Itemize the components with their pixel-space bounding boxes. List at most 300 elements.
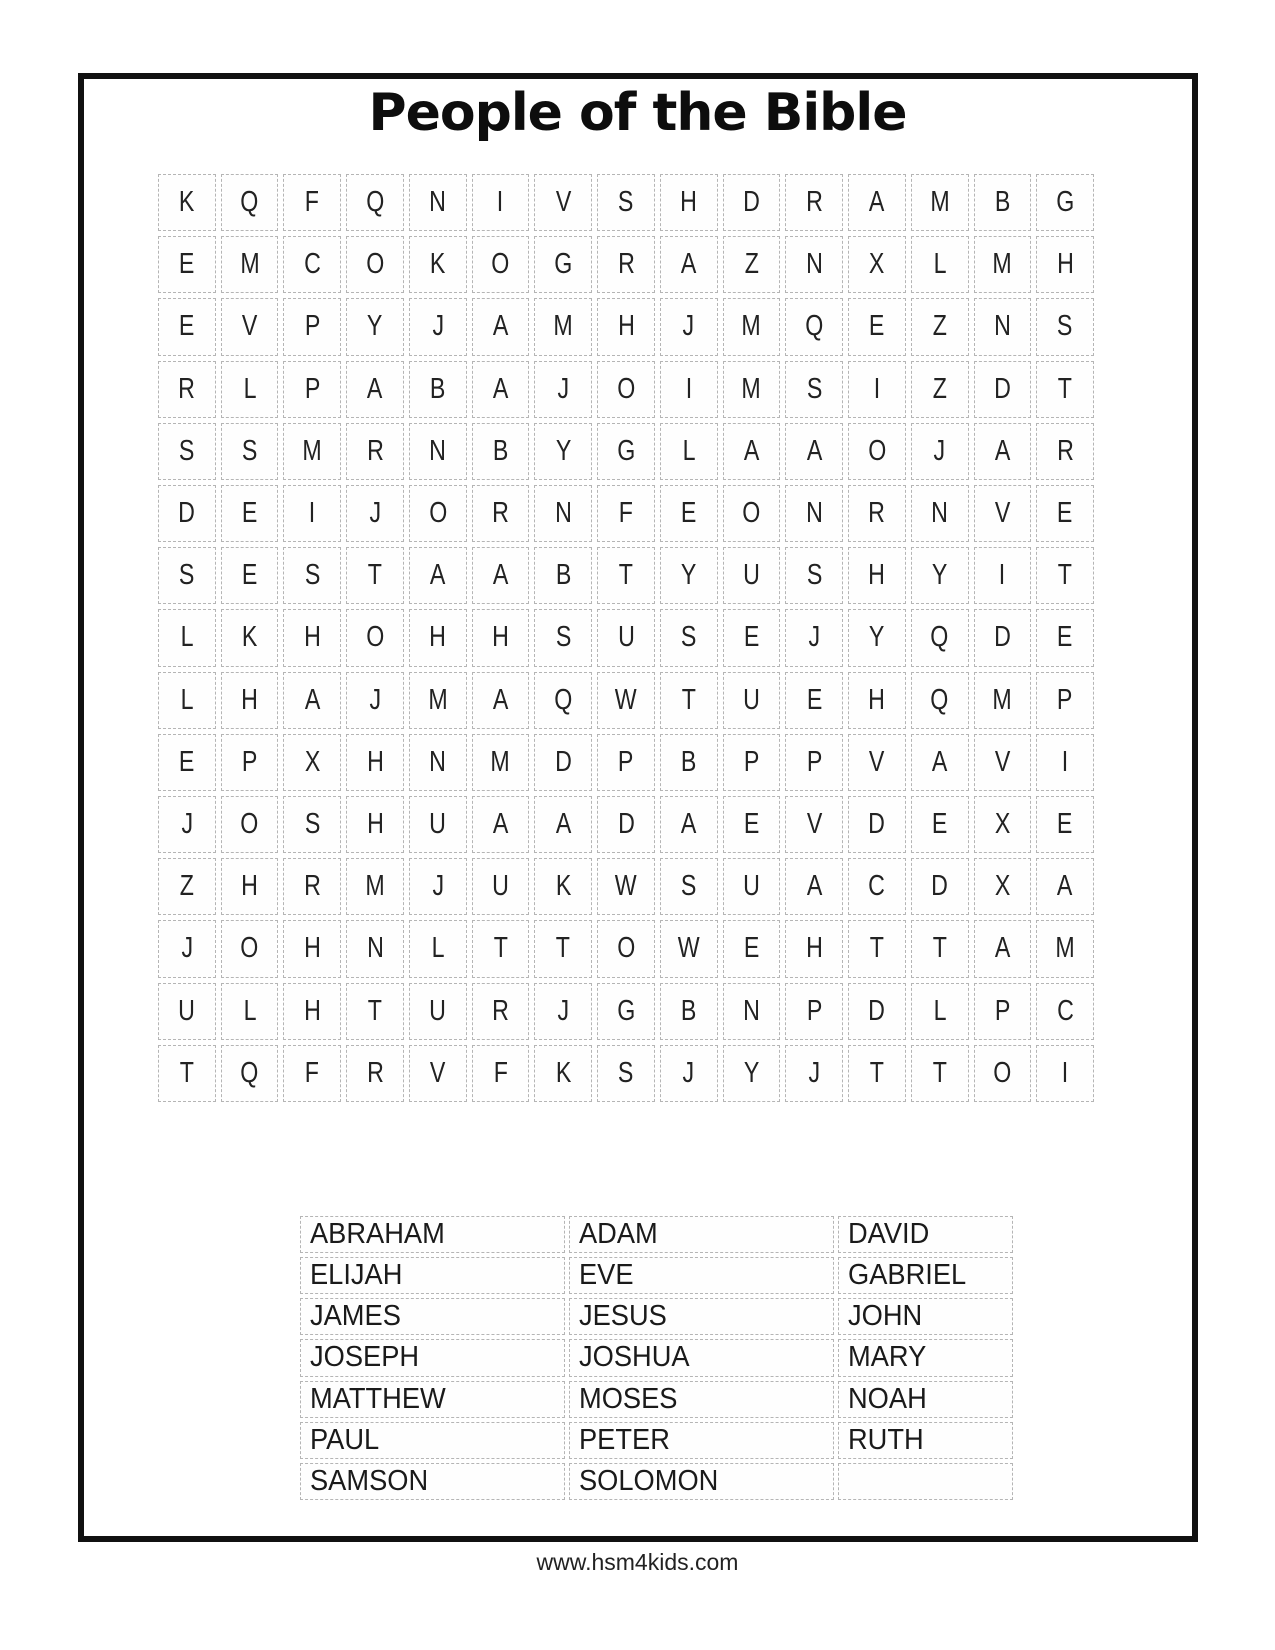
grid-letter: E	[1057, 497, 1073, 530]
grid-cell-r3-c6	[472, 298, 530, 355]
grid-cell-r2-c13	[911, 236, 969, 293]
grid-cell-r6-c11	[785, 485, 843, 542]
grid-cell-r14-c5	[409, 983, 467, 1040]
grid-letter: R	[492, 497, 509, 530]
word-item-matthew	[300, 1381, 565, 1418]
grid-letter: D	[994, 372, 1011, 405]
grid-cell-r15-c3	[283, 1045, 341, 1102]
grid-cell-r7-c12	[848, 547, 906, 604]
grid-cell-r4-c8	[597, 361, 655, 418]
grid-cell-r6-c6	[472, 485, 530, 542]
grid-letter: O	[240, 808, 259, 841]
grid-cell-r9-c9	[660, 672, 718, 729]
word-label: MOSES	[579, 1382, 678, 1415]
grid-cell-r13-c6	[472, 920, 530, 977]
grid-letter: Q	[930, 621, 949, 654]
word-item-noah	[838, 1381, 1013, 1418]
grid-letter: Z	[744, 248, 759, 281]
grid-letter: H	[868, 559, 886, 592]
grid-letter: S	[680, 621, 697, 654]
grid-letter: I	[1061, 745, 1069, 778]
grid-letter: Y	[743, 1056, 760, 1089]
grid-cell-r4-c10	[723, 361, 781, 418]
grid-letter: U	[429, 994, 447, 1027]
grid-letter: E	[743, 621, 760, 654]
grid-cell-r2-c12	[848, 236, 906, 293]
grid-letter: V	[241, 310, 258, 343]
grid-letter: E	[931, 808, 948, 841]
grid-letter: M	[365, 870, 385, 903]
grid-cell-r10-c7	[534, 734, 592, 791]
word-label: NOAH	[848, 1382, 927, 1415]
word-item-paul	[300, 1422, 565, 1459]
grid-cell-r10-c13	[911, 734, 969, 791]
grid-cell-r15-c13	[911, 1045, 969, 1102]
grid-letter: M	[428, 683, 448, 716]
grid-cell-r10-c4	[346, 734, 404, 791]
grid-cell-r12-c15	[1036, 858, 1094, 915]
grid-cell-r4-c2	[221, 361, 279, 418]
grid-letter: D	[994, 621, 1011, 654]
grid-cell-r12-c1	[158, 858, 216, 915]
grid-cell-r1-c12	[848, 174, 906, 231]
grid-cell-r6-c1	[158, 485, 216, 542]
grid-letter: M	[992, 683, 1013, 716]
grid-letter: U	[178, 994, 196, 1027]
grid-cell-r5-c13	[911, 423, 969, 480]
grid-cell-r12-c9	[660, 858, 718, 915]
grid-letter: V	[994, 745, 1011, 778]
grid-letter: E	[680, 497, 697, 530]
grid-cell-r13-c14	[974, 920, 1032, 977]
grid-cell-r8-c12	[848, 609, 906, 666]
word-label: JOSEPH	[310, 1341, 420, 1374]
grid-cell-r9-c6	[472, 672, 530, 729]
grid-letter: D	[554, 745, 572, 778]
grid-cell-r12-c11	[785, 858, 843, 915]
word-label: JOSHUA	[579, 1341, 690, 1374]
grid-letter: O	[616, 932, 636, 965]
grid-cell-r5-c10	[723, 423, 781, 480]
grid-cell-r3-c7	[534, 298, 592, 355]
grid-cell-r6-c8	[597, 485, 655, 542]
grid-letter: F	[305, 1056, 320, 1089]
grid-cell-r10-c8	[597, 734, 655, 791]
grid-letter: T	[932, 932, 947, 965]
grid-cell-r1-c2	[221, 174, 279, 231]
word-item-eve	[569, 1257, 834, 1294]
grid-letter: O	[366, 621, 385, 654]
grid-letter: M	[929, 186, 950, 219]
grid-cell-r14-c10	[723, 983, 781, 1040]
grid-cell-r3-c10	[723, 298, 781, 355]
grid-cell-r3-c13	[911, 298, 969, 355]
word-search-grid	[158, 174, 1094, 1102]
grid-cell-r5-c15	[1036, 423, 1094, 480]
grid-letter: J	[431, 870, 444, 903]
grid-cell-r14-c6	[472, 983, 530, 1040]
grid-letter: A	[994, 434, 1011, 467]
grid-cell-r6-c5	[409, 485, 467, 542]
grid-cell-r13-c7	[534, 920, 592, 977]
word-label: JESUS	[579, 1300, 667, 1333]
grid-cell-r7-c15	[1036, 547, 1094, 604]
word-label: SAMSON	[310, 1464, 429, 1497]
grid-cell-r11-c7	[534, 796, 592, 853]
grid-letter: H	[1056, 248, 1074, 281]
grid-cell-r15-c6	[472, 1045, 530, 1102]
grid-letter: E	[179, 745, 195, 778]
grid-letter: H	[241, 683, 258, 716]
grid-letter: B	[680, 745, 697, 778]
grid-cell-r1-c13	[911, 174, 969, 231]
grid-cell-r4-c15	[1036, 361, 1094, 418]
grid-letter: S	[179, 559, 195, 592]
grid-letter: C	[868, 870, 886, 903]
grid-cell-r12-c2	[221, 858, 279, 915]
grid-letter: Z	[932, 310, 947, 343]
grid-cell-r5-c6	[472, 423, 530, 480]
grid-letter: M	[992, 248, 1013, 281]
grid-letter: M	[741, 372, 762, 405]
grid-cell-r9-c3	[283, 672, 341, 729]
grid-letter: T	[681, 683, 696, 716]
grid-letter: L	[180, 621, 194, 654]
grid-letter: O	[428, 497, 447, 530]
word-list	[300, 1216, 1013, 1500]
grid-cell-r7-c11	[785, 547, 843, 604]
grid-cell-r2-c7	[534, 236, 592, 293]
grid-letter: T	[1058, 372, 1073, 405]
grid-cell-r14-c13	[911, 983, 969, 1040]
grid-letter: Y	[680, 559, 697, 592]
grid-cell-r15-c11	[785, 1045, 843, 1102]
grid-cell-r7-c10	[723, 547, 781, 604]
grid-cell-r6-c9	[660, 485, 718, 542]
grid-letter: S	[179, 434, 195, 467]
grid-cell-r10-c3	[283, 734, 341, 791]
grid-cell-r6-c10	[723, 485, 781, 542]
grid-cell-r13-c11	[785, 920, 843, 977]
grid-letter: T	[367, 559, 383, 592]
grid-letter: E	[743, 932, 760, 965]
grid-cell-r12-c12	[848, 858, 906, 915]
grid-letter: V	[430, 1056, 446, 1089]
grid-cell-r1-c7	[534, 174, 592, 231]
grid-letter: L	[933, 994, 947, 1027]
grid-cell-r13-c8	[597, 920, 655, 977]
grid-cell-r1-c5	[409, 174, 467, 231]
page-title: People of the Bible	[368, 83, 907, 143]
grid-cell-r1-c8	[597, 174, 655, 231]
grid-letter: R	[366, 1056, 384, 1089]
word-item-elijah	[300, 1257, 565, 1294]
grid-letter: N	[805, 248, 823, 281]
grid-cell-r1-c10	[723, 174, 781, 231]
grid-cell-r5-c2	[221, 423, 279, 480]
word-item-peter	[569, 1422, 834, 1459]
grid-letter: S	[1057, 310, 1073, 343]
grid-cell-r1-c1	[158, 174, 216, 231]
grid-cell-r4-c4	[346, 361, 404, 418]
grid-letter: M	[1055, 932, 1075, 965]
grid-cell-r13-c9	[660, 920, 718, 977]
grid-letter: X	[994, 808, 1011, 841]
grid-cell-r12-c3	[283, 858, 341, 915]
grid-letter: J	[557, 372, 570, 405]
grid-cell-r2-c3	[283, 236, 341, 293]
grid-cell-r8-c2	[221, 609, 279, 666]
grid-cell-r2-c15	[1036, 236, 1094, 293]
grid-letter: L	[682, 434, 696, 467]
grid-cell-r14-c15	[1036, 983, 1094, 1040]
grid-letter: T	[367, 994, 383, 1027]
grid-letter: W	[615, 683, 637, 716]
word-item-jesus	[569, 1298, 834, 1335]
grid-cell-r6-c4	[346, 485, 404, 542]
grid-letter: F	[305, 186, 320, 219]
word-item-joshua	[569, 1339, 834, 1376]
grid-letter: D	[868, 808, 886, 841]
website-url: www.hsm4kids.com	[536, 1549, 739, 1575]
grid-cell-r5-c4	[346, 423, 404, 480]
grid-letter: A	[492, 310, 509, 343]
grid-letter: S	[618, 1056, 634, 1089]
grid-letter: T	[1058, 559, 1073, 592]
grid-letter: E	[1057, 808, 1073, 841]
grid-cell-r2-c14	[974, 236, 1032, 293]
grid-letter: X	[304, 745, 321, 778]
grid-cell-r2-c8	[597, 236, 655, 293]
grid-letter: M	[553, 310, 573, 343]
grid-letter: A	[994, 932, 1011, 965]
grid-letter: O	[993, 1056, 1012, 1089]
grid-cell-r1-c15	[1036, 174, 1094, 231]
grid-cell-r8-c4	[346, 609, 404, 666]
grid-cell-r8-c1	[158, 609, 216, 666]
grid-cell-r5-c9	[660, 423, 718, 480]
grid-letter: T	[932, 1056, 947, 1089]
grid-letter: K	[179, 186, 195, 219]
grid-letter: A	[430, 559, 446, 592]
grid-letter: B	[555, 559, 571, 592]
grid-letter: A	[492, 808, 509, 841]
grid-letter: K	[555, 1056, 571, 1089]
grid-cell-r11-c12	[848, 796, 906, 853]
grid-cell-r13-c4	[346, 920, 404, 977]
grid-letter: O	[491, 248, 510, 281]
grid-letter: F	[493, 1056, 508, 1089]
grid-letter: Q	[805, 310, 824, 343]
grid-cell-r3-c9	[660, 298, 718, 355]
grid-cell-r4-c14	[974, 361, 1032, 418]
grid-cell-r10-c10	[723, 734, 781, 791]
grid-cell-r5-c5	[409, 423, 467, 480]
word-label: DAVID	[848, 1218, 930, 1251]
grid-letter: D	[743, 186, 760, 219]
grid-cell-r8-c10	[723, 609, 781, 666]
grid-letter: V	[806, 808, 822, 841]
grid-cell-r7-c9	[660, 547, 718, 604]
grid-cell-r5-c8	[597, 423, 655, 480]
grid-cell-r6-c12	[848, 485, 906, 542]
grid-cell-r15-c9	[660, 1045, 718, 1102]
grid-cell-r12-c7	[534, 858, 592, 915]
grid-letter: M	[741, 310, 762, 343]
grid-cell-r8-c7	[534, 609, 592, 666]
grid-letter: H	[868, 683, 886, 716]
grid-cell-r9-c8	[597, 672, 655, 729]
grid-letter: Q	[366, 186, 385, 219]
grid-cell-r7-c6	[472, 547, 530, 604]
grid-cell-r5-c14	[974, 423, 1032, 480]
grid-cell-r2-c10	[723, 236, 781, 293]
grid-letter: R	[178, 372, 196, 405]
grid-cell-r2-c5	[409, 236, 467, 293]
grid-letter: P	[806, 994, 822, 1027]
grid-letter: Q	[240, 186, 259, 219]
grid-cell-r1-c4	[346, 174, 404, 231]
grid-letter: Z	[179, 870, 194, 903]
grid-cell-r10-c14	[974, 734, 1032, 791]
grid-letter: Z	[932, 372, 947, 405]
grid-cell-r9-c11	[785, 672, 843, 729]
grid-cell-r12-c4	[346, 858, 404, 915]
grid-cell-r15-c7	[534, 1045, 592, 1102]
grid-cell-r2-c2	[221, 236, 279, 293]
grid-cell-r10-c12	[848, 734, 906, 791]
grid-letter: R	[868, 497, 886, 530]
grid-cell-r1-c6	[472, 174, 530, 231]
grid-letter: E	[806, 683, 822, 716]
grid-cell-r11-c6	[472, 796, 530, 853]
grid-letter: K	[241, 621, 258, 654]
grid-letter: Y	[367, 310, 383, 343]
grid-letter: N	[994, 310, 1011, 343]
grid-letter: P	[743, 745, 760, 778]
grid-cell-r8-c3	[283, 609, 341, 666]
grid-letter: B	[680, 994, 697, 1027]
grid-cell-r12-c6	[472, 858, 530, 915]
grid-letter: V	[555, 186, 571, 219]
grid-letter: U	[743, 683, 760, 716]
grid-letter: J	[181, 808, 193, 841]
grid-letter: J	[682, 310, 695, 343]
grid-letter: H	[366, 808, 384, 841]
grid-letter: E	[241, 497, 258, 530]
grid-letter: G	[554, 248, 573, 281]
grid-cell-r9-c7	[534, 672, 592, 729]
grid-letter: H	[492, 621, 509, 654]
grid-letter: N	[429, 434, 447, 467]
grid-cell-r14-c7	[534, 983, 592, 1040]
grid-letter: P	[241, 745, 258, 778]
word-label: PETER	[579, 1423, 670, 1456]
grid-cell-r4-c7	[534, 361, 592, 418]
grid-letter: D	[617, 808, 635, 841]
grid-letter: J	[431, 310, 444, 343]
grid-letter: A	[743, 434, 760, 467]
grid-cell-r7-c8	[597, 547, 655, 604]
grid-letter: A	[1057, 870, 1073, 903]
grid-cell-r3-c2	[221, 298, 279, 355]
grid-cell-r15-c4	[346, 1045, 404, 1102]
grid-cell-r13-c2	[221, 920, 279, 977]
grid-cell-r3-c5	[409, 298, 467, 355]
grid-cell-r11-c3	[283, 796, 341, 853]
grid-letter: N	[743, 994, 760, 1027]
grid-cell-r10-c2	[221, 734, 279, 791]
grid-cell-r11-c8	[597, 796, 655, 853]
grid-letter: T	[618, 559, 634, 592]
grid-cell-r13-c12	[848, 920, 906, 977]
grid-letter: H	[303, 932, 321, 965]
grid-letter: L	[431, 932, 445, 965]
grid-cell-r6-c14	[974, 485, 1032, 542]
grid-letter: A	[680, 248, 697, 281]
grid-cell-r11-c15	[1036, 796, 1094, 853]
grid-cell-r7-c14	[974, 547, 1032, 604]
grid-cell-r7-c7	[534, 547, 592, 604]
grid-letter: A	[869, 186, 885, 219]
grid-cell-r10-c9	[660, 734, 718, 791]
grid-letter: V	[869, 745, 885, 778]
grid-letter: M	[239, 248, 260, 281]
grid-letter: B	[994, 186, 1011, 219]
grid-letter: D	[868, 994, 886, 1027]
word-label: PAUL	[310, 1423, 380, 1456]
grid-cell-r13-c13	[911, 920, 969, 977]
grid-letter: E	[179, 248, 195, 281]
grid-letter: O	[366, 248, 385, 281]
word-item-adam	[569, 1216, 834, 1253]
grid-letter: R	[805, 186, 823, 219]
grid-cell-r3-c1	[158, 298, 216, 355]
grid-cell-r4-c6	[472, 361, 530, 418]
grid-cell-r14-c14	[974, 983, 1032, 1040]
grid-cell-r9-c14	[974, 672, 1032, 729]
grid-letter: P	[994, 994, 1011, 1027]
word-label: MARY	[848, 1341, 927, 1374]
grid-cell-r11-c10	[723, 796, 781, 853]
grid-letter: R	[303, 870, 321, 903]
grid-cell-r8-c15	[1036, 609, 1094, 666]
grid-letter: J	[557, 994, 570, 1027]
grid-letter: S	[680, 870, 697, 903]
grid-letter: S	[618, 186, 634, 219]
grid-letter: T	[493, 932, 508, 965]
grid-letter: S	[555, 621, 571, 654]
grid-letter: J	[369, 497, 381, 530]
grid-cell-r9-c10	[723, 672, 781, 729]
grid-letter: N	[805, 497, 823, 530]
grid-cell-r13-c15	[1036, 920, 1094, 977]
grid-cell-r7-c13	[911, 547, 969, 604]
grid-cell-r8-c11	[785, 609, 843, 666]
grid-letter: C	[303, 248, 321, 281]
grid-cell-r10-c1	[158, 734, 216, 791]
grid-letter: P	[618, 745, 634, 778]
grid-letter: Y	[555, 434, 571, 467]
grid-cell-r12-c13	[911, 858, 969, 915]
grid-letter: H	[366, 745, 384, 778]
grid-letter: J	[181, 932, 193, 965]
grid-letter: L	[243, 372, 257, 405]
grid-letter: T	[179, 1056, 194, 1089]
word-item-ruth	[838, 1422, 1013, 1459]
grid-letter: H	[241, 870, 258, 903]
grid-letter: B	[430, 372, 446, 405]
